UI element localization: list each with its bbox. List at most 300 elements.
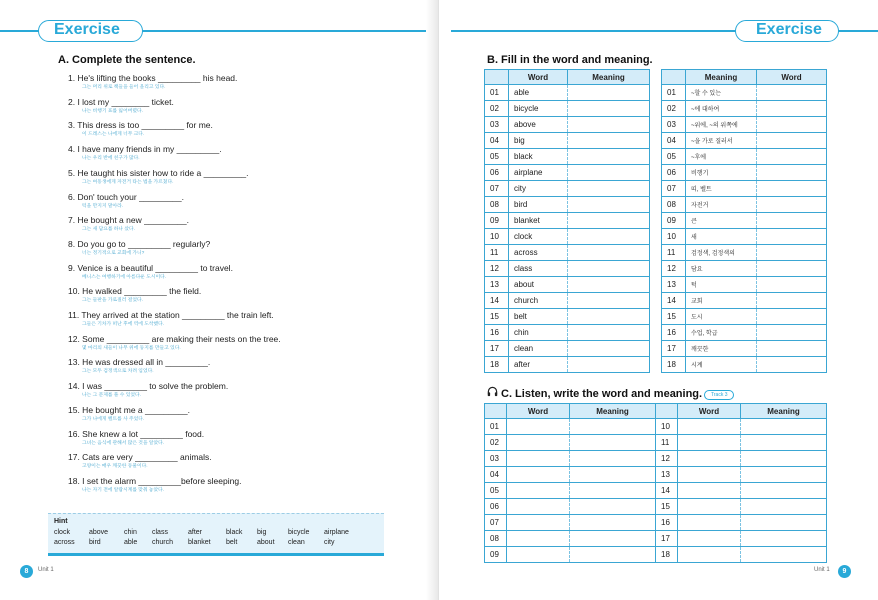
meaning-cell: 검정색, 검정색의 xyxy=(686,245,757,261)
meaning-cell: ~을 가로 질러서 xyxy=(686,133,757,149)
word-cell: airplane xyxy=(509,165,568,181)
row-number: 14 xyxy=(656,483,678,499)
row-number: 14 xyxy=(662,293,686,309)
word-answer-cell[interactable] xyxy=(757,229,827,245)
table-row xyxy=(485,325,650,341)
question-sentence: 13. He was dressed all in _________. xyxy=(68,357,211,368)
table-row xyxy=(485,499,827,515)
row-number: 06 xyxy=(662,165,686,181)
question-item xyxy=(68,334,398,352)
meaning-answer-cell[interactable] xyxy=(741,467,827,483)
word-cell: class xyxy=(509,261,568,277)
row-number: 11 xyxy=(485,245,509,261)
hint-word: chin xyxy=(124,529,137,536)
hint-word: bird xyxy=(89,539,101,546)
question-sentence: 7. He bought a new _________. xyxy=(68,215,189,226)
question-item xyxy=(68,310,398,328)
meaning-cell: 교회 xyxy=(686,293,757,309)
question-translation: 그는 새 담요를 하나 샀다. xyxy=(82,227,136,233)
row-number: 17 xyxy=(662,341,686,357)
table-row xyxy=(485,181,650,197)
word-answer-cell[interactable] xyxy=(507,435,570,451)
row-number: 02 xyxy=(485,435,507,451)
meaning-answer-cell[interactable] xyxy=(570,483,656,499)
meaning-answer-cell[interactable] xyxy=(568,149,650,165)
row-number: 01 xyxy=(485,419,507,435)
row-number: 16 xyxy=(662,325,686,341)
meaning-answer-cell[interactable] xyxy=(741,547,827,563)
table-row xyxy=(485,547,827,563)
table-row xyxy=(485,229,650,245)
question-sentence: 11. They arrived at the station _________ the train left. xyxy=(68,310,274,320)
question-sentence: 14. I was _________ to solve the problem. xyxy=(68,381,229,392)
question-translation: 고양이는 매우 깨끗한 동물이다. xyxy=(82,464,148,470)
meaning-answer-cell[interactable] xyxy=(568,277,650,293)
meaning-answer-cell[interactable] xyxy=(570,435,656,451)
meaning-answer-cell[interactable] xyxy=(741,435,827,451)
left-exercise-header xyxy=(0,20,439,42)
hint-word: belt xyxy=(226,539,238,546)
table-row xyxy=(662,197,827,213)
table-row xyxy=(662,245,827,261)
col-blank xyxy=(485,70,509,85)
row-number: 18 xyxy=(485,357,509,373)
table-row xyxy=(662,325,827,341)
row-number: 03 xyxy=(485,451,507,467)
row-number: 05 xyxy=(485,483,507,499)
col-blank xyxy=(662,70,686,85)
row-number: 15 xyxy=(485,309,509,325)
hint-bottom-bar xyxy=(48,553,384,556)
question-translation: 이 드레스는 나에게 너무 크다. xyxy=(82,132,145,138)
meaning-answer-cell[interactable] xyxy=(568,357,650,373)
word-answer-cell[interactable] xyxy=(757,117,827,133)
word-answer-cell[interactable] xyxy=(757,85,827,101)
question-sentence: 17. Cats are very _________ animals. xyxy=(68,452,212,463)
word-answer-cell[interactable] xyxy=(678,451,741,467)
table-row xyxy=(662,341,827,357)
row-number: 06 xyxy=(485,165,509,181)
question-sentence: 6. Don' touch your _________. xyxy=(68,191,184,202)
row-number: 02 xyxy=(662,101,686,117)
col-meaning: Meaning xyxy=(568,70,650,85)
section-a-title: A. Complete the sentence. xyxy=(58,54,196,66)
col-meaning: Meaning xyxy=(741,404,827,419)
word-answer-cell[interactable] xyxy=(678,467,741,483)
word-answer-cell[interactable] xyxy=(757,197,827,213)
meaning-answer-cell[interactable] xyxy=(741,419,827,435)
hint-word: across xyxy=(54,539,75,546)
question-translation: 몇 마리의 새들이 나무 위에 둥지를 만들고 있다. xyxy=(82,345,181,351)
row-number: 13 xyxy=(662,277,686,293)
question-sentence: 18. I set the alarm _________before sleeping. xyxy=(68,475,242,486)
track-badge[interactable]: Track 3 xyxy=(704,390,734,400)
row-number: 12 xyxy=(485,261,509,277)
meaning-cell: 깨끗한 xyxy=(686,341,757,357)
row-number: 05 xyxy=(485,149,509,165)
table-row xyxy=(485,245,650,261)
word-cell: across xyxy=(509,245,568,261)
word-answer-cell[interactable] xyxy=(507,531,570,547)
table-row xyxy=(662,309,827,325)
meaning-cell: ~에 대하여 xyxy=(686,101,757,117)
meaning-answer-cell[interactable] xyxy=(568,133,650,149)
word-answer-cell[interactable] xyxy=(507,451,570,467)
meaning-answer-cell[interactable] xyxy=(568,341,650,357)
row-number: 04 xyxy=(485,133,509,149)
meaning-answer-cell[interactable] xyxy=(568,293,650,309)
table-row xyxy=(662,149,827,165)
meaning-answer-cell[interactable] xyxy=(568,117,650,133)
table-row xyxy=(662,117,827,133)
table-row xyxy=(485,213,650,229)
table-row xyxy=(485,293,650,309)
hint-word: bicycle xyxy=(288,529,310,536)
question-translation: 그는 여동생에게 자전거 타는 법을 가르쳤다. xyxy=(82,179,174,185)
right-exercise-header xyxy=(439,20,878,42)
word-answer-cell[interactable] xyxy=(757,165,827,181)
word-answer-cell[interactable] xyxy=(507,515,570,531)
row-number: 09 xyxy=(662,213,686,229)
word-cell: able xyxy=(509,85,568,101)
meaning-cell: 턱 xyxy=(686,277,757,293)
hint-word: class xyxy=(152,529,168,536)
question-item xyxy=(68,381,398,399)
word-answer-cell[interactable] xyxy=(757,149,827,165)
word-answer-cell[interactable] xyxy=(757,133,827,149)
word-cell: blanket xyxy=(509,213,568,229)
table-row xyxy=(485,261,650,277)
word-to-meaning-table xyxy=(484,69,650,373)
row-number: 17 xyxy=(485,341,509,357)
col-word: Word xyxy=(507,404,570,419)
hint-word: black xyxy=(226,529,243,536)
word-answer-cell[interactable] xyxy=(757,341,827,357)
question-translation: 그는 들판을 가로질러 걸었다. xyxy=(82,298,143,304)
row-number: 15 xyxy=(656,499,678,515)
word-cell: bird xyxy=(509,197,568,213)
question-item xyxy=(68,120,398,138)
hint-word: airplane xyxy=(324,529,349,536)
table-row xyxy=(485,467,827,483)
question-item xyxy=(68,73,398,91)
row-number: 09 xyxy=(485,547,507,563)
table-row xyxy=(485,357,650,373)
row-number: 08 xyxy=(662,197,686,213)
row-number: 18 xyxy=(662,357,686,373)
meaning-cell: 자전거 xyxy=(686,197,757,213)
meaning-answer-cell[interactable] xyxy=(570,547,656,563)
row-number: 17 xyxy=(656,531,678,547)
row-number: 08 xyxy=(485,197,509,213)
hint-word: above xyxy=(89,529,109,536)
word-answer-cell[interactable] xyxy=(678,531,741,547)
meaning-cell: 시계 xyxy=(686,357,757,373)
right-exercise-title: Exercise xyxy=(756,21,822,38)
question-item xyxy=(68,215,398,233)
question-translation: 그가 나에게 벨트를 사 주었다. xyxy=(82,416,145,422)
question-item xyxy=(68,97,398,115)
section-b-title: B. Fill in the word and meaning. xyxy=(487,54,653,66)
table-row xyxy=(485,101,650,117)
meaning-answer-cell[interactable] xyxy=(570,515,656,531)
col-meaning: Meaning xyxy=(570,404,656,419)
row-number: 16 xyxy=(656,515,678,531)
word-cell: chin xyxy=(509,325,568,341)
word-cell: clock xyxy=(509,229,568,245)
row-number: 05 xyxy=(662,149,686,165)
word-cell: clean xyxy=(509,341,568,357)
question-item xyxy=(68,357,398,375)
table-row xyxy=(662,293,827,309)
hint-box xyxy=(48,513,384,553)
meaning-cell: ~위에, ~의 위쪽에 xyxy=(686,117,757,133)
meaning-answer-cell[interactable] xyxy=(568,85,650,101)
row-number: 15 xyxy=(662,309,686,325)
word-answer-cell[interactable] xyxy=(507,499,570,515)
question-sentence: 5. He taught his sister how to ride a _________. xyxy=(68,167,249,178)
table-row xyxy=(485,483,827,499)
word-answer-cell[interactable] xyxy=(507,419,570,435)
word-answer-cell[interactable] xyxy=(507,547,570,563)
table-row xyxy=(485,341,650,357)
headphone-icon xyxy=(487,386,498,397)
word-cell: city xyxy=(509,181,568,197)
row-number: 07 xyxy=(662,181,686,197)
table-row xyxy=(662,229,827,245)
row-number: 01 xyxy=(485,85,509,101)
row-number: 07 xyxy=(485,181,509,197)
left-exercise-title: Exercise xyxy=(54,21,120,38)
meaning-answer-cell[interactable] xyxy=(568,245,650,261)
question-sentence: 15. He bought me a _________. xyxy=(68,404,190,415)
table-row xyxy=(662,181,827,197)
question-item xyxy=(68,239,398,257)
question-translation: 그녀는 음식에 관해서 많은 것을 알았다. xyxy=(82,440,165,446)
word-answer-cell[interactable] xyxy=(757,357,827,373)
meaning-cell: ~후에 xyxy=(686,149,757,165)
table-row xyxy=(485,435,827,451)
row-number: 14 xyxy=(485,293,509,309)
meaning-cell: 큰 xyxy=(686,213,757,229)
row-number: 01 xyxy=(662,85,686,101)
meaning-answer-cell[interactable] xyxy=(570,467,656,483)
meaning-answer-cell[interactable] xyxy=(568,229,650,245)
hint-title: Hint xyxy=(54,518,68,525)
table-row xyxy=(485,85,650,101)
word-cell: about xyxy=(509,277,568,293)
table-row xyxy=(485,309,650,325)
hint-word: big xyxy=(257,529,267,536)
row-number: 12 xyxy=(656,451,678,467)
word-answer-cell[interactable] xyxy=(757,101,827,117)
question-translation: 나는 우리 반에 친구가 많다. xyxy=(82,156,140,162)
table-row xyxy=(485,117,650,133)
meaning-answer-cell[interactable] xyxy=(570,499,656,515)
meaning-answer-cell[interactable] xyxy=(568,261,650,277)
row-number: 10 xyxy=(662,229,686,245)
question-item xyxy=(68,286,398,304)
table-row xyxy=(485,165,650,181)
word-answer-cell[interactable] xyxy=(757,181,827,197)
word-answer-cell[interactable] xyxy=(678,435,741,451)
row-number: 04 xyxy=(662,133,686,149)
meaning-answer-cell[interactable] xyxy=(568,325,650,341)
col-meaning: Meaning xyxy=(686,70,757,85)
question-item xyxy=(68,452,398,470)
meaning-answer-cell[interactable] xyxy=(568,197,650,213)
meaning-answer-cell[interactable] xyxy=(741,483,827,499)
meaning-answer-cell[interactable] xyxy=(741,451,827,467)
question-sentence: 3. This dress is too _________ for me. xyxy=(68,120,213,131)
question-translation: 나는 비행기 표를 잃어버렸다. xyxy=(82,108,143,114)
meaning-answer-cell[interactable] xyxy=(568,181,650,197)
table-row xyxy=(662,277,827,293)
word-answer-cell[interactable] xyxy=(678,499,741,515)
section-c-title: C. Listen, write the word and meaning. xyxy=(501,388,703,400)
word-answer-cell[interactable] xyxy=(757,293,827,309)
meaning-answer-cell[interactable] xyxy=(568,213,650,229)
question-translation: 나는 그 문제를 풀 수 있었다. xyxy=(82,393,141,399)
question-item xyxy=(68,192,398,210)
meaning-cell: 새 xyxy=(686,229,757,245)
meaning-to-word-table xyxy=(661,69,827,373)
row-number: 18 xyxy=(656,547,678,563)
hint-word: clean xyxy=(288,539,305,546)
hint-word: about xyxy=(257,539,275,546)
row-number: 04 xyxy=(485,467,507,483)
word-cell: church xyxy=(509,293,568,309)
word-cell: bicycle xyxy=(509,101,568,117)
word-answer-cell[interactable] xyxy=(757,277,827,293)
row-number: 11 xyxy=(662,245,686,261)
row-number: 10 xyxy=(485,229,509,245)
word-answer-cell[interactable] xyxy=(757,245,827,261)
table-row xyxy=(485,531,827,547)
hint-word: blanket xyxy=(188,539,211,546)
left-page-number: 8 xyxy=(20,565,33,578)
table-row xyxy=(662,101,827,117)
col-word: Word xyxy=(509,70,568,85)
table-row xyxy=(485,451,827,467)
question-translation: 턱을 만지지 말아라. xyxy=(82,203,124,209)
question-sentence: 16. She knew a lot _________ food. xyxy=(68,428,205,439)
table-row xyxy=(662,133,827,149)
meaning-answer-cell[interactable] xyxy=(741,531,827,547)
question-translation: 그들은 기차가 떠난 후에 역에 도착했다. xyxy=(82,322,165,327)
row-number: 07 xyxy=(485,515,507,531)
question-sentence: 2. I lost my ________ ticket. xyxy=(68,96,174,107)
question-translation: 베니스는 여행하기에 아름다운 도시이다. xyxy=(82,274,167,280)
table-row xyxy=(485,197,650,213)
table-row xyxy=(485,419,827,435)
row-number: 03 xyxy=(485,117,509,133)
table-row xyxy=(485,515,827,531)
meaning-cell: 띠, 벨트 xyxy=(686,181,757,197)
meaning-cell: 도시 xyxy=(686,309,757,325)
meaning-cell: 담요 xyxy=(686,261,757,277)
question-sentence: 12. Some _________ are making their nests on the tree. xyxy=(68,333,281,344)
table-row xyxy=(485,277,650,293)
meaning-answer-cell[interactable] xyxy=(570,451,656,467)
table-row xyxy=(485,133,650,149)
word-answer-cell[interactable] xyxy=(507,467,570,483)
question-sentence: 9. Venice is a beautiful _________ to travel. xyxy=(68,262,233,273)
meaning-answer-cell[interactable] xyxy=(568,101,650,117)
meaning-cell: 비행기 xyxy=(686,165,757,181)
question-translation: 나는 자기 전에 알람시계를 맞춰 놓았다. xyxy=(82,487,165,493)
row-number: 13 xyxy=(485,277,509,293)
meaning-answer-cell[interactable] xyxy=(568,309,650,325)
question-sentence: 4. I have many friends in my _________. xyxy=(68,144,222,155)
row-number: 02 xyxy=(485,101,509,117)
row-number: 16 xyxy=(485,325,509,341)
hint-word: after xyxy=(188,529,203,536)
word-cell: belt xyxy=(509,309,568,325)
meaning-answer-cell[interactable] xyxy=(741,515,827,531)
word-answer-cell[interactable] xyxy=(678,515,741,531)
word-answer-cell[interactable] xyxy=(757,309,827,325)
row-number: 11 xyxy=(656,435,678,451)
row-number: 06 xyxy=(485,499,507,515)
table-row xyxy=(662,357,827,373)
hint-word: clock xyxy=(54,529,70,536)
word-answer-cell[interactable] xyxy=(757,261,827,277)
word-answer-cell[interactable] xyxy=(757,325,827,341)
word-answer-cell[interactable] xyxy=(678,419,741,435)
question-item xyxy=(68,429,398,447)
row-number: 10 xyxy=(656,419,678,435)
question-item xyxy=(68,263,398,281)
meaning-answer-cell[interactable] xyxy=(570,419,656,435)
question-item xyxy=(68,144,398,162)
row-number: 09 xyxy=(485,213,509,229)
col-blank xyxy=(656,404,678,419)
listening-table xyxy=(484,403,827,563)
question-sentence: 10. He walked _________ the field. xyxy=(68,286,202,297)
meaning-answer-cell[interactable] xyxy=(568,165,650,181)
question-item xyxy=(68,476,398,494)
meaning-answer-cell[interactable] xyxy=(570,531,656,547)
word-answer-cell[interactable] xyxy=(678,483,741,499)
word-answer-cell[interactable] xyxy=(507,483,570,499)
question-sentence: 8. Do you go to _________ regularly? xyxy=(68,238,211,249)
left-unit-label: Unit 1 xyxy=(38,567,54,573)
table-row xyxy=(662,165,827,181)
word-answer-cell[interactable] xyxy=(757,213,827,229)
hint-word: church xyxy=(152,539,174,546)
hint-word: able xyxy=(124,539,138,546)
word-cell: big xyxy=(509,133,568,149)
table-row xyxy=(662,213,827,229)
right-page-number: 9 xyxy=(838,565,851,578)
question-translation: 그는 모두 검정색으로 차려 입었다. xyxy=(82,369,154,375)
table-row xyxy=(662,85,827,101)
word-cell: black xyxy=(509,149,568,165)
table-row xyxy=(662,261,827,277)
word-cell: above xyxy=(509,117,568,133)
word-answer-cell[interactable] xyxy=(678,547,741,563)
row-number: 13 xyxy=(656,467,678,483)
meaning-answer-cell[interactable] xyxy=(741,499,827,515)
question-sentence: 1. He's lifting the books _________ his head. xyxy=(68,73,238,83)
right-unit-label: Unit 1 xyxy=(814,567,830,573)
word-cell: after xyxy=(509,357,568,373)
meaning-cell: ~할 수 있는 xyxy=(686,85,757,101)
question-item xyxy=(68,168,398,186)
question-item xyxy=(68,405,398,423)
col-blank xyxy=(485,404,507,419)
